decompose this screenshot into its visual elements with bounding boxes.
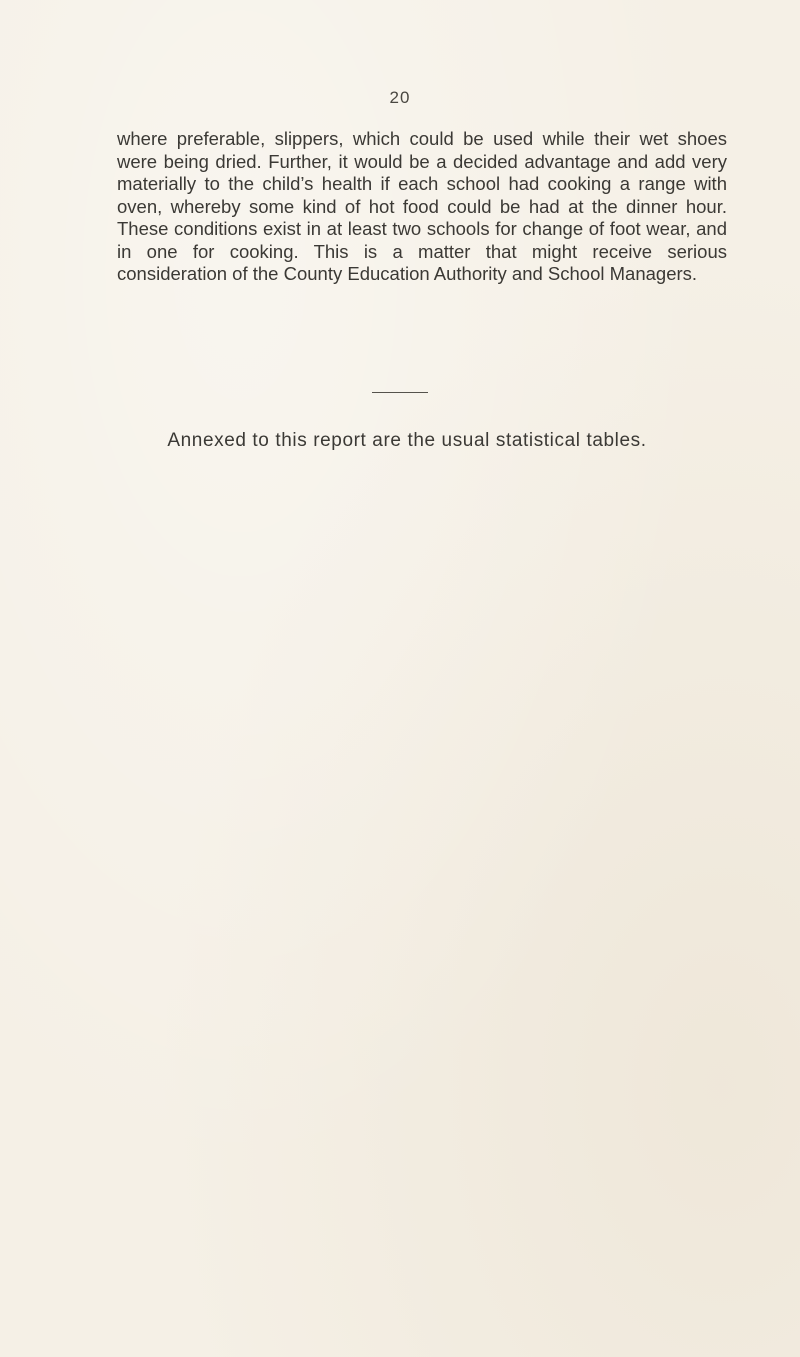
page-number: 20 — [389, 88, 411, 107]
body-paragraph: where preferable, slippers, which could be used while their wet shoes were being dried. Further, it would be a decided advantage and add very materially to the child’s health if each school had cooking a range with oven, whereby some kind of hot food could be had at the dinner hour. These conditions exist in at least two schools for change of foot wear, and in one for cooking. This is a matter that might receive serious consideration of the County Education Authority and School Managers. — [117, 128, 727, 284]
annex-note: Annexed to this report are the usual statistical tables. — [167, 430, 647, 451]
section-divider — [372, 392, 428, 393]
